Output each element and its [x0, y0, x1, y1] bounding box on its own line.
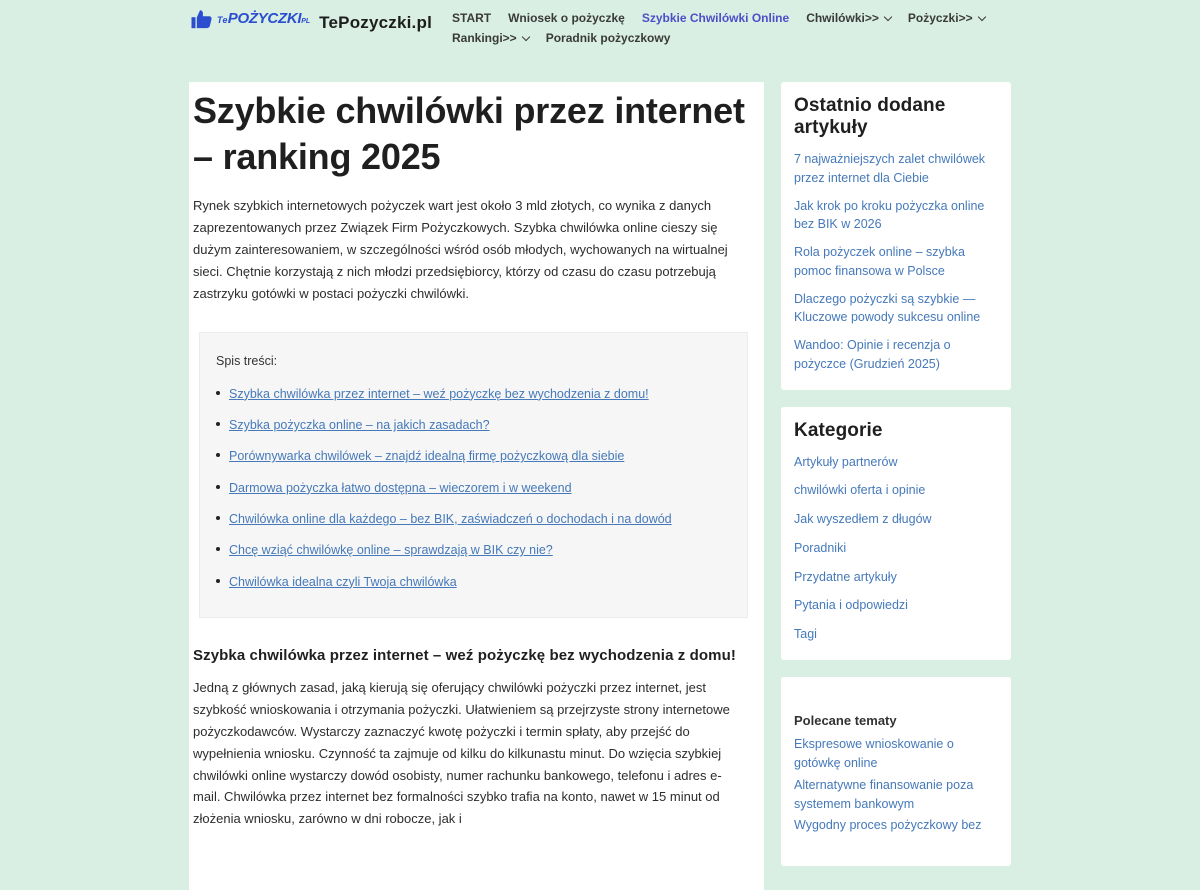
list-item — [794, 596, 998, 615]
recommended-topics-list — [794, 735, 998, 836]
category-link[interactable]: Tagi — [794, 627, 817, 641]
chevron-down-icon — [521, 32, 529, 40]
toc-link[interactable]: Darmowa pożyczka łatwo dostępna – wieczorem i w weekend — [229, 480, 572, 495]
list-item — [794, 735, 998, 774]
recommended-topics-widget — [781, 677, 1011, 866]
list-item — [794, 336, 998, 374]
list-item — [794, 290, 998, 328]
toc-item — [216, 543, 729, 557]
toc-link[interactable]: Chwilówka online dla każdego – bez BIK, zaświadczeń o dochodach i na dowód — [229, 512, 672, 527]
toc-item — [216, 418, 729, 432]
categories-list — [794, 453, 998, 644]
list-item — [794, 539, 998, 558]
categories-widget — [781, 407, 1011, 660]
toc-item — [216, 512, 729, 526]
recommended-topic-link[interactable]: Wygodny proces pożyczkowy bez — [794, 818, 982, 833]
section-body: Jedną z głównych zasad, jaką kierują się oferujący chwilówki pożyczki przez internet, jest szybkość wnioskowania i otrzymania pożyczki. Ułatwieniem są przejrzyste strony internetowe pożyczkodawców. Wystarczy zaznaczyć kwotę pożyczki i termin spłaty, aby przejść do wypełnienia wniosku. Czynność ta zajmuje od kilku do kilkunastu minut. Do wzięcia szybkiej chwilówki online wystarczy dowód osobisty, numer rachunku bankowego, telefonu i adres e-mail. Chwilówka przez internet bez formalności szybko trafia na konto, nawet w 15 minut od złożenia wniosku, zarówno w dni robocze, jak i — [193, 680, 730, 827]
toc-list — [216, 387, 729, 590]
chevron-down-icon — [884, 12, 892, 20]
nav-item-poradnik[interactable] — [546, 31, 671, 45]
bullet-icon — [216, 453, 220, 457]
nav-item-label: Szybkie Chwilówki Online — [641, 11, 790, 25]
toc-link[interactable]: Chwilówka idealna czyli Twoja chwilówka — [229, 574, 457, 589]
category-link[interactable]: Przydatne artykuły — [794, 569, 897, 584]
logo-main: POŻYCZKI — [227, 10, 302, 27]
list-item — [794, 481, 998, 500]
recent-article-link[interactable]: Jak krok po kroku pożyczka online bez BIK w 2026 — [794, 198, 985, 232]
page-title: Szybkie chwilówki przez internet – ranking 2025 — [193, 90, 745, 177]
widget-title: Polecane tematy — [794, 712, 897, 728]
bullet-icon — [216, 422, 220, 426]
bullet-icon — [216, 516, 220, 520]
list-item — [794, 568, 998, 587]
list-item — [794, 197, 998, 235]
nav-item-label: Chwilówki>> — [806, 11, 879, 25]
bullet-icon — [216, 485, 220, 489]
bullet-icon — [216, 391, 220, 395]
widget-title: Kategorie — [794, 419, 883, 441]
list-item — [794, 510, 998, 529]
list-item — [794, 150, 998, 188]
nav-item-label: Poradnik pożyczkowy — [545, 31, 671, 45]
chevron-down-icon — [977, 12, 985, 20]
category-link[interactable]: chwilówki oferta i opinie — [794, 483, 926, 498]
nav-item-start[interactable] — [452, 11, 491, 25]
recent-article-link[interactable]: Dlaczego pożyczki są szybkie — Kluczowe powody sukcesu online — [794, 291, 981, 325]
recent-article-link[interactable]: Rola pożyczek online – szybka pomoc finansowa w Polsce — [794, 245, 965, 278]
nav-item-label: START — [452, 11, 492, 25]
table-of-contents — [199, 332, 748, 619]
toc-link[interactable]: Szybka pożyczka online – na jakich zasadach? — [229, 417, 490, 432]
recent-article-link[interactable]: 7 najważniejszych zalet chwilówek przez internet dla Ciebie — [794, 152, 986, 185]
category-link[interactable]: Poradniki — [794, 540, 847, 555]
site-logo[interactable] — [189, 7, 310, 31]
category-link[interactable]: Artykuły partnerów — [794, 454, 898, 469]
toc-link[interactable]: Porównywarka chwilówek – znajdź idealną firmę pożyczkową dla siebie — [229, 449, 625, 464]
category-link[interactable]: Pytania i odpowiedzi — [794, 598, 908, 613]
list-item — [794, 243, 998, 281]
article-intro: Rynek szybkich internetowych pożyczek wart jest około 3 mld złotych, co wynika z danych zaprezentowanych przez Związek Firm Pożyczkowych. Szybka chwilówka online cieszy się dużym zainteresowaniem, w szczególności wśród osób młodych, wychowanych na wirtualnej sieci. Chętnie korzystają z nich młodzi przedsiębiorcy, którzy od czasu do czasu potrzebują zastrzyku gotówki w postaci pożyczki chwilówki. — [193, 198, 728, 301]
article-column — [189, 82, 764, 890]
bullet-icon — [216, 547, 220, 551]
nav-item-rankingi-dropdown[interactable] — [452, 31, 529, 45]
nav-item-chwilowki-dropdown[interactable] — [806, 11, 891, 25]
thumbs-up-logo-icon — [189, 7, 215, 31]
nav-item-label: Wniosek o pożyczkę — [508, 11, 625, 25]
toc-item — [216, 449, 729, 463]
list-item — [794, 453, 998, 472]
list-item — [794, 776, 998, 815]
toc-link[interactable]: Chcę wziąć chwilówkę online – sprawdzają w BIK czy nie? — [229, 543, 553, 558]
recent-articles-widget — [781, 82, 1011, 390]
logo-te: Te — [217, 15, 228, 25]
toc-link[interactable]: Szybka chwilówka przez internet – weź pożyczkę bez wychodzenia z domu! — [229, 386, 649, 401]
recent-articles-list — [794, 150, 998, 374]
recent-article-link[interactable]: Wandoo: Opinie i recenzja o pożyczce (Grudzień 2025) — [794, 338, 951, 371]
nav-item-label: Pożyczki>> — [907, 11, 973, 25]
nav-item-label: Rankingi>> — [452, 31, 517, 45]
site-header — [189, 0, 1011, 45]
category-link[interactable]: Jak wyszedłem z długów — [794, 512, 932, 526]
widget-title: Ostatnio dodane artykuły — [794, 95, 946, 138]
bullet-icon — [216, 579, 220, 583]
sidebar — [781, 82, 1011, 890]
main-nav — [452, 11, 1011, 45]
recommended-topic-link[interactable]: Alternatywne finansowanie poza systemem bankowym — [794, 777, 974, 811]
logo-suffix: PL — [301, 18, 311, 25]
nav-item-szybkie-chwilowki-online[interactable] — [642, 11, 789, 25]
section-heading: Szybka chwilówka przez internet – weź pożyczkę bez wychodzenia z domu! — [193, 647, 736, 665]
toc-item — [216, 575, 729, 589]
site-title[interactable]: TePozyczki.pl — [319, 13, 432, 32]
toc-item — [216, 387, 729, 401]
nav-item-wniosek[interactable] — [508, 11, 625, 25]
nav-item-pozyczki-dropdown[interactable] — [908, 11, 985, 25]
list-item — [794, 816, 998, 835]
list-item — [794, 625, 998, 644]
toc-label: Spis treści: — [216, 353, 278, 368]
recommended-topic-link[interactable]: Ekspresowe wnioskowanie o gotówkę online — [794, 736, 954, 771]
logo-wordmark — [217, 11, 310, 27]
toc-item — [216, 481, 729, 495]
